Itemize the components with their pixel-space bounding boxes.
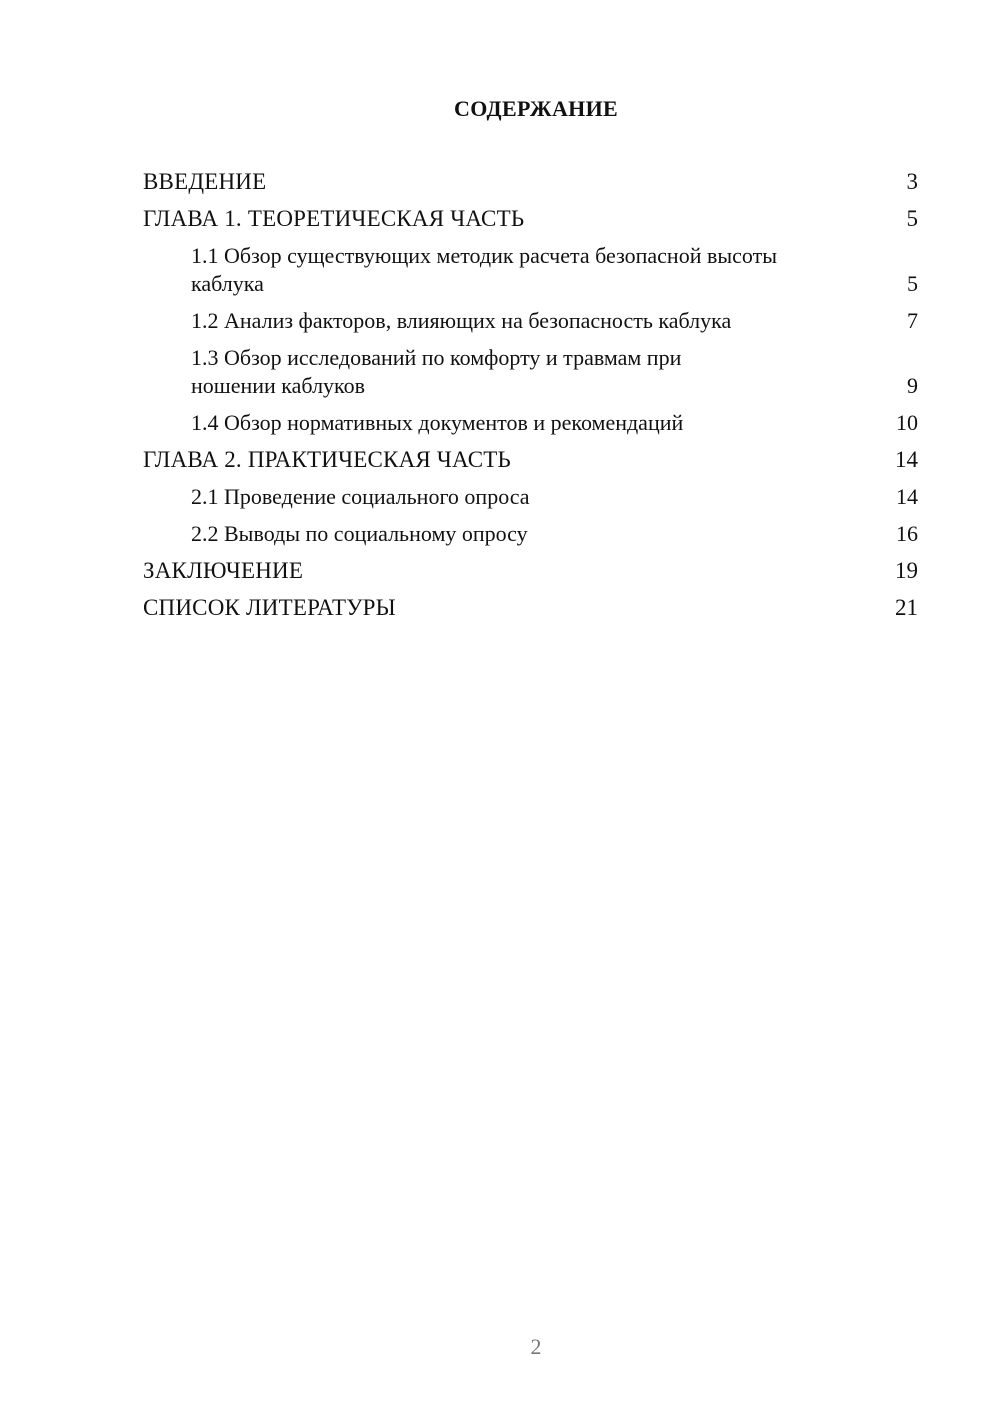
toc-entry-title: 1.1 Обзор существующих методик расчета безопасной высоты каблука xyxy=(191,243,778,296)
page-number: 2 xyxy=(530,1334,542,1359)
page-title: СОДЕРЖАНИЕ xyxy=(454,96,618,121)
toc-entry-title: 1.4 Обзор нормативных документов и рекомендаций xyxy=(191,410,684,435)
toc-entry[interactable] xyxy=(143,594,918,622)
toc-entry-page: 3 xyxy=(906,169,918,194)
toc-entry-page: 14 xyxy=(896,484,918,509)
toc-entry-page: 5 xyxy=(907,271,918,296)
toc-entry-title: 2.2 Выводы по социальному опросу xyxy=(191,521,528,546)
toc-entry-title: ЗАКЛЮЧЕНИЕ xyxy=(143,558,304,583)
toc-entry-page: 10 xyxy=(896,410,918,435)
toc-entry-title: 2.1 Проведение социального опроса xyxy=(191,484,530,509)
toc-subentry[interactable] xyxy=(143,483,918,511)
toc-entry-title: ГЛАВА 1. ТЕОРЕТИЧЕСКАЯ ЧАСТЬ xyxy=(143,206,525,231)
toc-subentry[interactable] xyxy=(143,520,918,548)
toc-entry-page: 9 xyxy=(907,373,918,398)
toc-entry-page: 19 xyxy=(895,558,918,583)
toc-subentry[interactable] xyxy=(143,242,918,298)
toc-entry[interactable] xyxy=(143,205,918,233)
toc-subentry[interactable] xyxy=(143,409,918,437)
toc-subentry[interactable] xyxy=(143,307,918,335)
toc-entry[interactable] xyxy=(143,446,918,474)
toc-entry-page: 14 xyxy=(895,447,918,472)
toc-entry[interactable] xyxy=(143,557,918,585)
toc-entry-title: СПИСОК ЛИТЕРАТУРЫ xyxy=(143,595,396,620)
toc-entry[interactable] xyxy=(143,168,918,196)
toc-subentry[interactable] xyxy=(143,344,918,400)
toc-entry-page: 16 xyxy=(896,521,918,546)
toc-entry-page: 7 xyxy=(907,308,918,333)
toc-entry-page: 21 xyxy=(895,595,918,620)
toc-entry-title: 1.2 Анализ факторов, влияющих на безопасность каблука xyxy=(191,308,732,333)
table-of-contents xyxy=(143,168,918,631)
toc-entry-title: ГЛАВА 2. ПРАКТИЧЕСКАЯ ЧАСТЬ xyxy=(143,447,511,472)
toc-entry-page: 5 xyxy=(906,206,918,231)
toc-entry-title: ВВЕДЕНИЕ xyxy=(143,169,267,194)
toc-entry-title: 1.3 Обзор исследований по комфорту и травмам при ношении каблуков xyxy=(191,345,682,398)
